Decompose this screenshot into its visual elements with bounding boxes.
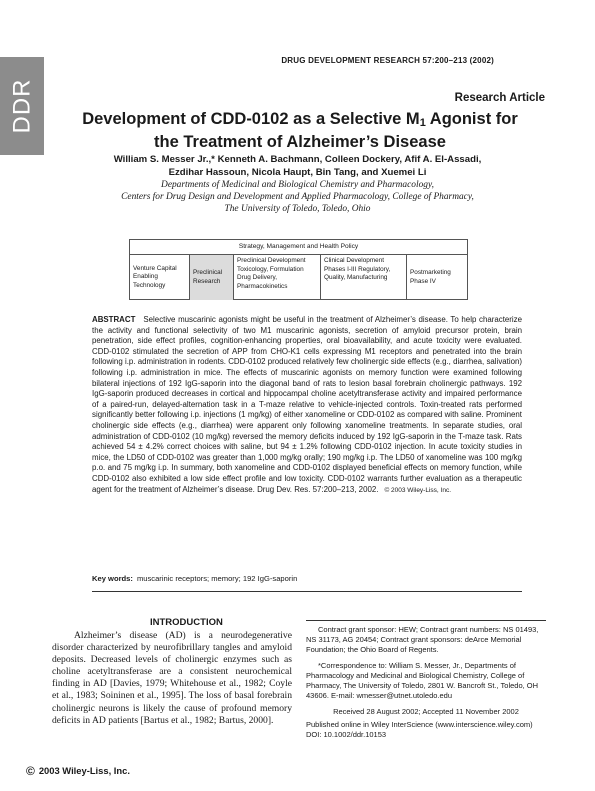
footnote-divider	[306, 620, 546, 621]
tab-label: DDR	[8, 78, 35, 134]
ribbon-cell-preclinical-development: Preclinical Development Toxicology, Formulation Drug Delivery, Pharmacokinetics	[234, 255, 321, 300]
footer-copyright	[26, 764, 130, 778]
footnotes	[306, 620, 546, 746]
ribbon-cell-postmarketing: Postmarketing Phase IV	[410, 268, 451, 285]
section-divider	[92, 591, 522, 592]
title-line-2: the Treatment of Alzheimer’s Disease	[154, 133, 446, 151]
journal-side-tab	[0, 57, 44, 155]
introduction-heading: INTRODUCTION	[150, 617, 223, 628]
correspondence-footnote: *Correspondence to: William S. Messer, Jr., Departments of Pharmacology and Medicinal and Biological Chemistry, College of Pharmacy, The University of Toledo, 2801 W. Bancroft St., Toledo, OH 43606. E-mail: wmesser@utnet.utoledo.edu	[306, 661, 539, 700]
ribbon-header: Strategy, Management and Health Policy	[130, 240, 467, 255]
strategy-ribbon	[129, 239, 468, 300]
affiliation-line-3: The University of Toledo, Toledo, Ohio	[224, 204, 371, 214]
title-line-1: Development of CDD-0102 as a Selective M1 Agonist for	[82, 110, 518, 129]
author-list	[40, 153, 555, 179]
title-subscript: 1	[419, 117, 426, 129]
article-type: Research Article	[454, 92, 545, 104]
affiliation	[40, 179, 555, 215]
grant-footnote: Contract grant sponsor: HEW; Contract grant numbers: NS 01493, NS 31173, AG 20454; Contract grant sponsors: deArce Memorial Foundation; the Ohio Board of Regents.	[306, 625, 539, 654]
ribbon-cell-clinical-development: Clinical Development Phases I-III Regulatory, Quality, Manufacturing	[321, 255, 407, 300]
keywords-text: muscarinic receptors; memory; 192 IgG-saporin	[136, 574, 298, 583]
published-online: Published online in Wiley InterScience (www.interscience.wiley.com) DOI: 10.1002/ddr.10153	[306, 720, 533, 739]
authors-line-2: Ezdihar Hassoun, Nicola Haupt, Bin Tang, and Xuemei Li	[168, 167, 427, 178]
keywords-label: Key words:	[92, 574, 133, 583]
abstract-text: Selective muscarinic agonists might be useful in the treatment of Alzheimer’s disease. To help characterize the activity and functional selectivity of two M1 muscarinic agonists, secretion of amyloid precursor protein, brain penetration, side effect profiles, cognition-enhancing properties, oral bioavailability, and acute toxicity were evaluated. CDD-0102 stimulated the secretion of APP from CHO-K1 cells expressing M1 receptors and penetrated into the brain following i.p. administration in rodents. CDD-0102 produced relatively few cholinergic side effects (e.g., diarrhea, salivation) following i.p. administration in mice. The effects of muscarinic agonists on memory function were examined following bilateral injections of 192 IgG-saporin into the diagonal band of rats to lesion basal forebrain cholinergic pathways. 192 IgG-saporin produced decreases in cortical and hippocampal choline acetyltransferase activity and impaired performance of a paired-run, delayed-alternation task in a T-maze relative to vehicle-injected controls. Toxin-treated rats performed significantly better following i.p. injections (1 mg/kg) of either xanomeline or CDD-0102 as compared with saline. Prominent cholinergic side effects (e.g., diarrhea) were apparent only following xanomeline treatments. In separate studies, oral administration of CDD-0102 (10 mg/kg) reversed the memory deficits induced by 192 IgG-saporin in the T-maze task. Rats achieved 54 ± 4.2% correct choices with saline, but 94 ± 1.2% following CDD-0102 injection. In acute toxicity studies in mice, the LD50 of CDD-0102 was greater than 1,000 mg/kg orally; 190 mg/kg i.p. The LD50 of xanomeline was 100 mg/kg p.o. and 75 mg/kg i.p. In summary, both xanomeline and CDD-0102 displayed beneficial effects on memory function, while CDD-0102 also exhibited a low side effect profile and low toxicity. CDD-0102 warrants further evaluation as a therapeutic agent for the treatment of Alzheimer’s disease. Drug Dev. Res. 57:200–213, 2002.	[92, 315, 522, 494]
article-title	[80, 110, 520, 152]
affiliation-line-2: Centers for Drug Design and Development and Applied Pharmacology, College of Pharmacy,	[121, 192, 474, 202]
ribbon-cell-preclinical-research: Preclinical Research	[190, 255, 234, 300]
abstract-copyright: © 2003 Wiley-Liss, Inc.	[384, 486, 451, 494]
journal-header: DRUG DEVELOPMENT RESEARCH 57:200–213 (2002)	[281, 56, 494, 65]
abstract-label: ABSTRACT	[92, 315, 136, 324]
copyright-text: 2003 Wiley-Liss, Inc.	[38, 765, 130, 776]
abstract	[92, 315, 522, 496]
keywords	[92, 574, 297, 583]
copyright-symbol: ©	[26, 764, 35, 778]
ribbon-row	[130, 255, 467, 300]
authors-line-1: William S. Messer Jr.,* Kenneth A. Bachmann, Colleen Dockery, Afif A. El-Assadi,	[113, 154, 482, 165]
ribbon-cell-venture: Venture Capital Enabling Technology	[130, 255, 190, 300]
introduction-text: Alzheimer’s disease (AD) is a neurodegenerative disorder characterized by neurofibrillary tangles and amyloid deposits. Decreased levels of cholinergic enzymes such as choline acetyltransferase are a consistent neurochemical finding in AD [Davies, 1979; Whitehouse et al., 1982; Coyle et al., 1983; Soininen et al., 1995]. The loss of basal forebrain cholinergic neurons is likely the cause of profound memory deficits in AD patients [Bartus et al., 1982; Bartus, 2000].	[52, 630, 292, 726]
affiliation-line-1: Departments of Medicinal and Biological Chemistry and Pharmacology,	[161, 180, 434, 190]
received-dates: Received 28 August 2002; Accepted 11 November 2002	[333, 707, 519, 716]
